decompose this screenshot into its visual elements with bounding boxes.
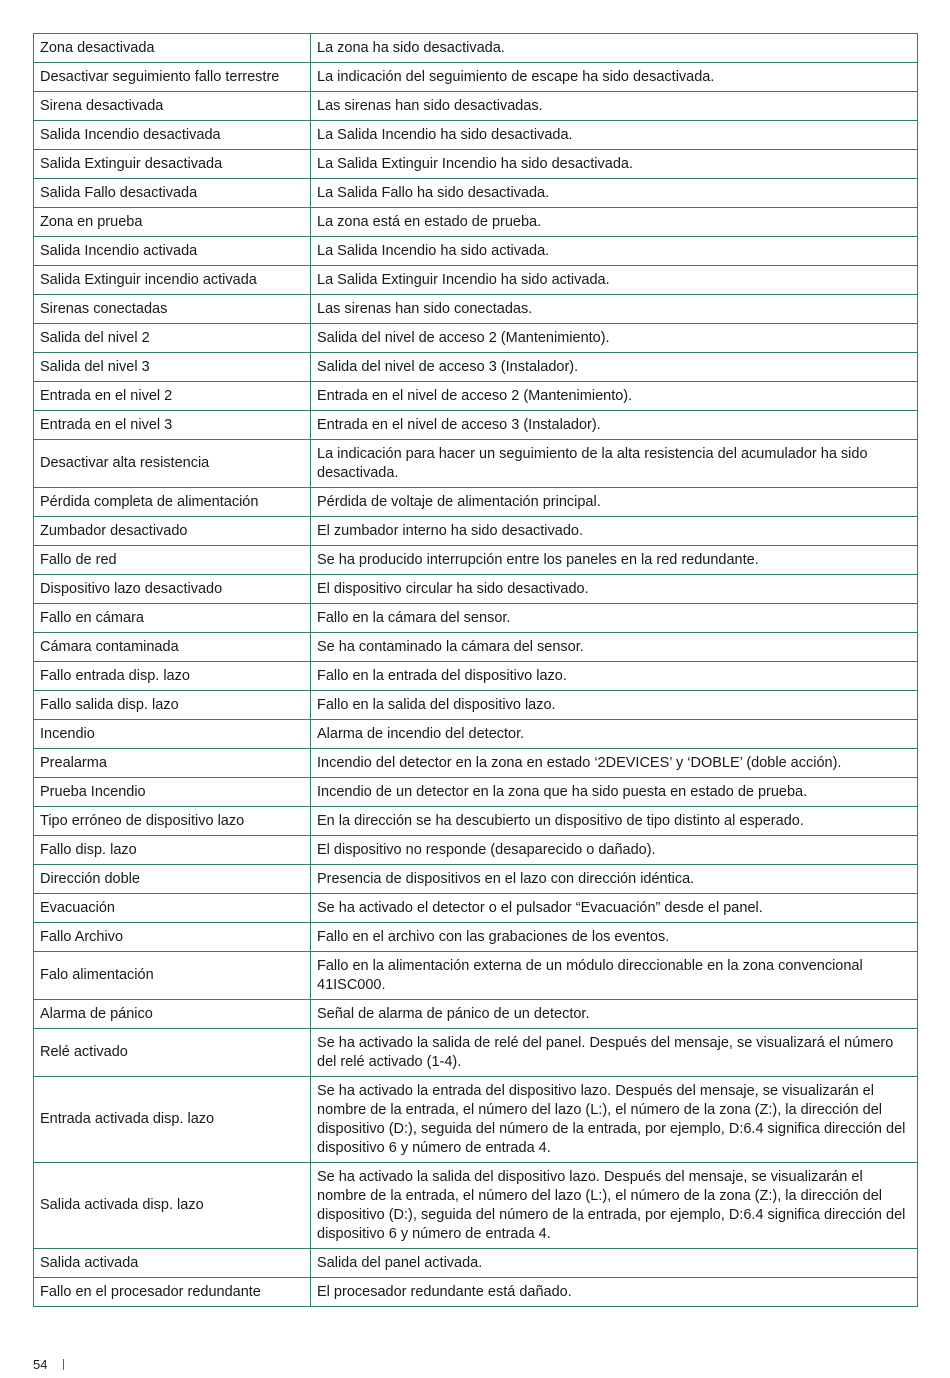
event-name-cell: Cámara contaminada	[34, 633, 311, 662]
table-row	[34, 952, 918, 1000]
event-description-cell: Fallo en la alimentación externa de un módulo direccionable en la zona convencional 41ISC000.	[311, 952, 918, 1000]
table-row	[34, 923, 918, 952]
event-description-cell: Fallo en el archivo con las grabaciones de los eventos.	[311, 923, 918, 952]
table-row	[34, 382, 918, 411]
table-row	[34, 1249, 918, 1278]
event-name-cell: Salida Incendio activada	[34, 237, 311, 266]
event-name-cell: Zona en prueba	[34, 208, 311, 237]
event-description-cell: Señal de alarma de pánico de un detector.	[311, 1000, 918, 1029]
event-name-cell: Salida Incendio desactivada	[34, 121, 311, 150]
event-description-cell: Se ha activado la salida de relé del panel. Después del mensaje, se visualizará el número del relé activado (1-4).	[311, 1029, 918, 1077]
event-name-cell: Desactivar seguimiento fallo terrestre	[34, 63, 311, 92]
table-row	[34, 662, 918, 691]
table-row	[34, 1000, 918, 1029]
event-name-cell: Fallo en el procesador redundante	[34, 1278, 311, 1307]
table-row	[34, 121, 918, 150]
table-row	[34, 865, 918, 894]
table-row	[34, 237, 918, 266]
event-description-cell: Salida del panel activada.	[311, 1249, 918, 1278]
event-description-cell: Presencia de dispositivos en el lazo con dirección idéntica.	[311, 865, 918, 894]
event-description-cell: Se ha contaminado la cámara del sensor.	[311, 633, 918, 662]
table-row	[34, 1077, 918, 1163]
event-name-cell: Evacuación	[34, 894, 311, 923]
event-description-cell: La Salida Fallo ha sido desactivada.	[311, 179, 918, 208]
page-footer	[33, 1357, 64, 1372]
event-description-cell: La Salida Incendio ha sido activada.	[311, 237, 918, 266]
table-row	[34, 575, 918, 604]
event-description-cell: La Salida Incendio ha sido desactivada.	[311, 121, 918, 150]
event-name-cell: Dirección doble	[34, 865, 311, 894]
table-row	[34, 633, 918, 662]
table-row	[34, 63, 918, 92]
table-row	[34, 778, 918, 807]
event-description-cell: Fallo en la cámara del sensor.	[311, 604, 918, 633]
event-description-cell: Fallo en la entrada del dispositivo lazo.	[311, 662, 918, 691]
event-description-cell: Entrada en el nivel de acceso 3 (Instalador).	[311, 411, 918, 440]
event-name-cell: Salida Extinguir desactivada	[34, 150, 311, 179]
table-row	[34, 179, 918, 208]
table-row	[34, 411, 918, 440]
event-name-cell: Fallo entrada disp. lazo	[34, 662, 311, 691]
table-row	[34, 807, 918, 836]
footer-divider	[63, 1359, 64, 1370]
event-description-cell: Se ha activado el detector o el pulsador “Evacuación” desde el panel.	[311, 894, 918, 923]
table-row	[34, 720, 918, 749]
event-name-cell: Alarma de pánico	[34, 1000, 311, 1029]
event-name-cell: Sirena desactivada	[34, 92, 311, 121]
table-row	[34, 353, 918, 382]
event-name-cell: Salida Fallo desactivada	[34, 179, 311, 208]
event-description-cell: Salida del nivel de acceso 3 (Instalador).	[311, 353, 918, 382]
event-name-cell: Desactivar alta resistencia	[34, 440, 311, 488]
table-row	[34, 1163, 918, 1249]
table-row	[34, 440, 918, 488]
event-description-cell: Las sirenas han sido desactivadas.	[311, 92, 918, 121]
event-description-cell: Entrada en el nivel de acceso 2 (Mantenimiento).	[311, 382, 918, 411]
event-name-cell: Entrada en el nivel 3	[34, 411, 311, 440]
table-row	[34, 150, 918, 179]
table-row	[34, 517, 918, 546]
table-row	[34, 836, 918, 865]
event-description-cell: Las sirenas han sido conectadas.	[311, 295, 918, 324]
event-name-cell: Prealarma	[34, 749, 311, 778]
table-row	[34, 266, 918, 295]
event-name-cell: Fallo salida disp. lazo	[34, 691, 311, 720]
event-name-cell: Fallo en cámara	[34, 604, 311, 633]
event-description-cell: Fallo en la salida del dispositivo lazo.	[311, 691, 918, 720]
table-row	[34, 604, 918, 633]
event-name-cell: Salida del nivel 2	[34, 324, 311, 353]
event-name-cell: Fallo Archivo	[34, 923, 311, 952]
event-description-cell: La Salida Extinguir Incendio ha sido desactivada.	[311, 150, 918, 179]
event-description-cell: El dispositivo circular ha sido desactivado.	[311, 575, 918, 604]
event-description-cell: La zona ha sido desactivada.	[311, 34, 918, 63]
event-name-cell: Salida activada disp. lazo	[34, 1163, 311, 1249]
event-name-cell: Salida activada	[34, 1249, 311, 1278]
event-description-cell: Se ha producido interrupción entre los paneles en la red redundante.	[311, 546, 918, 575]
event-description-cell: El procesador redundante está dañado.	[311, 1278, 918, 1307]
event-description-cell: Salida del nivel de acceso 2 (Mantenimiento).	[311, 324, 918, 353]
event-name-cell: Tipo erróneo de dispositivo lazo	[34, 807, 311, 836]
event-description-cell: La indicación para hacer un seguimiento de la alta resistencia del acumulador ha sido desactivada.	[311, 440, 918, 488]
event-description-cell: La zona está en estado de prueba.	[311, 208, 918, 237]
event-description-cell: El dispositivo no responde (desaparecido o dañado).	[311, 836, 918, 865]
event-name-cell: Relé activado	[34, 1029, 311, 1077]
table-row	[34, 691, 918, 720]
event-name-cell: Zona desactivada	[34, 34, 311, 63]
event-description-cell: El zumbador interno ha sido desactivado.	[311, 517, 918, 546]
table-row	[34, 295, 918, 324]
event-name-cell: Fallo disp. lazo	[34, 836, 311, 865]
table-row	[34, 488, 918, 517]
table-row	[34, 749, 918, 778]
event-description-cell: La indicación del seguimiento de escape ha sido desactivada.	[311, 63, 918, 92]
event-table-body	[34, 34, 918, 1307]
event-name-cell: Prueba Incendio	[34, 778, 311, 807]
event-table-container	[33, 33, 918, 1307]
event-description-cell: Incendio de un detector en la zona que ha sido puesta en estado de prueba.	[311, 778, 918, 807]
event-description-cell: En la dirección se ha descubierto un dispositivo de tipo distinto al esperado.	[311, 807, 918, 836]
event-name-cell: Zumbador desactivado	[34, 517, 311, 546]
page-number: 54	[33, 1357, 48, 1372]
table-row	[34, 92, 918, 121]
event-name-cell: Entrada en el nivel 2	[34, 382, 311, 411]
event-name-cell: Pérdida completa de alimentación	[34, 488, 311, 517]
event-description-table	[33, 33, 918, 1307]
event-description-cell: Se ha activado la entrada del dispositivo lazo. Después del mensaje, se visualizarán el nombre de la entrada, el número del lazo (L:), el número de la zona (Z:), la dirección del dispositivo (D:), seguida del número de la entrada, por ejemplo, D:6.4 significa dirección del dispositivo 6 y número de entrada 4.	[311, 1077, 918, 1163]
event-description-cell: Incendio del detector en la zona en estado ‘2DEVICES’ y ‘DOBLE’ (doble acción).	[311, 749, 918, 778]
table-row	[34, 208, 918, 237]
table-row	[34, 546, 918, 575]
event-name-cell: Incendio	[34, 720, 311, 749]
table-row	[34, 894, 918, 923]
table-row	[34, 1029, 918, 1077]
table-row	[34, 34, 918, 63]
event-name-cell: Sirenas conectadas	[34, 295, 311, 324]
event-description-cell: La Salida Extinguir Incendio ha sido activada.	[311, 266, 918, 295]
event-name-cell: Dispositivo lazo desactivado	[34, 575, 311, 604]
event-name-cell: Falo alimentación	[34, 952, 311, 1000]
event-name-cell: Fallo de red	[34, 546, 311, 575]
event-description-cell: Se ha activado la salida del dispositivo lazo. Después del mensaje, se visualizarán el nombre de la entrada, el número del lazo (L:), el número de la zona (Z:), la dirección del dispositivo (D:), seguida del número de la entrada, por ejemplo, D:6.4 significa dirección del dispositivo 6 y número de entrada 4.	[311, 1163, 918, 1249]
event-description-cell: Pérdida de voltaje de alimentación principal.	[311, 488, 918, 517]
event-description-cell: Alarma de incendio del detector.	[311, 720, 918, 749]
event-name-cell: Entrada activada disp. lazo	[34, 1077, 311, 1163]
table-row	[34, 324, 918, 353]
event-name-cell: Salida Extinguir incendio activada	[34, 266, 311, 295]
table-row	[34, 1278, 918, 1307]
event-name-cell: Salida del nivel 3	[34, 353, 311, 382]
